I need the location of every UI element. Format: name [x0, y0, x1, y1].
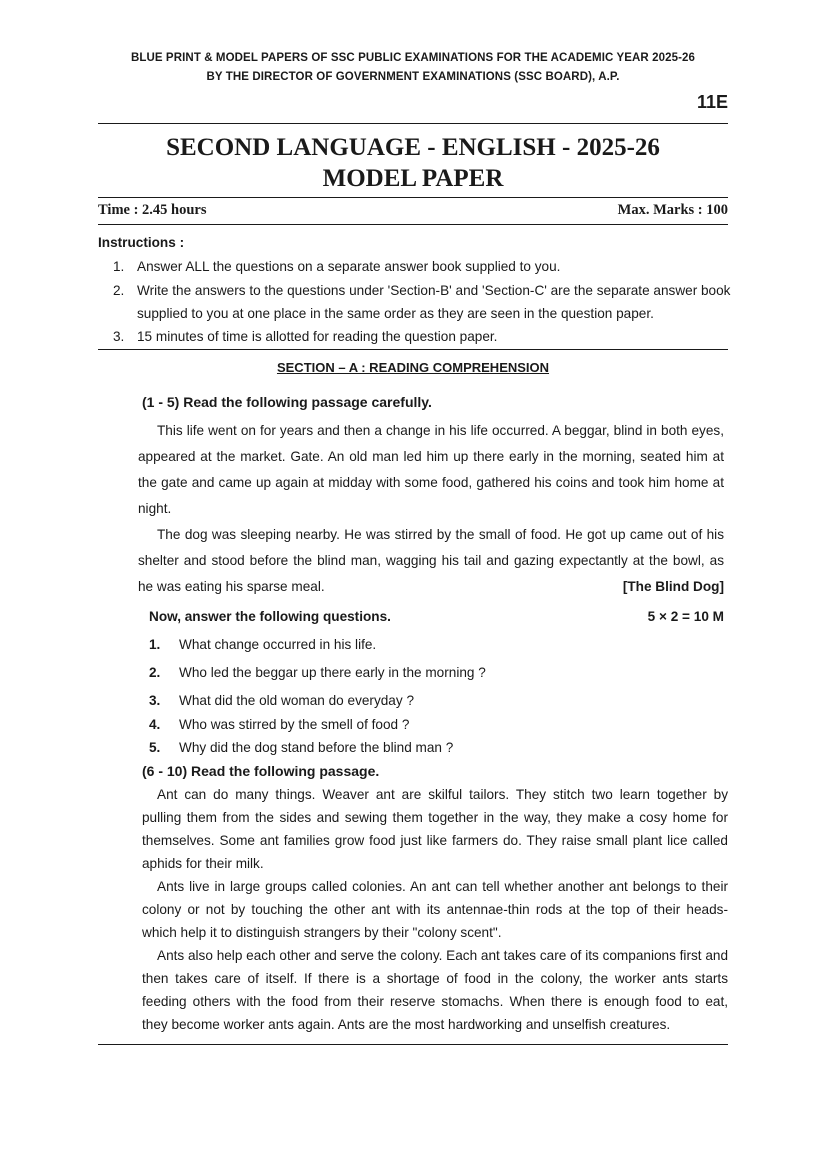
passage-2 — [142, 783, 728, 1036]
marks-allocation: 5 × 2 = 10 M — [647, 609, 724, 624]
passage-line: then takes care of itself. If there is a shortage of food in the colony, the worker ants starts — [142, 971, 728, 986]
question-number: 4. — [149, 717, 161, 732]
instruction-item: Answer ALL the questions on a separate answer book supplied to you. — [137, 259, 561, 274]
passage-line: Ants live in large groups called colonies. An ant can tell whether another ant belongs to their — [157, 879, 728, 894]
question-item — [149, 740, 453, 755]
question-text: Why did the dog stand before the blind man ? — [179, 740, 454, 755]
page-title: SECOND LANGUAGE - ENGLISH - 2025-26 — [166, 134, 660, 161]
instruction-item-number: 3. — [113, 329, 125, 344]
passage-line: the gate and came up again at midday with some food, gathered his coins and took him home at — [138, 475, 724, 490]
passage-line: feeding others with the food from their reserve stomachs. When there is enough food to eat, — [142, 994, 728, 1009]
passage-line: Ants also help each other and serve the colony. Each ant takes care of its companions first and — [157, 948, 729, 963]
passage-1 — [138, 418, 724, 600]
question-item — [149, 637, 376, 652]
header-divider — [98, 123, 728, 124]
question-text: Who led the beggar up there early in the morning ? — [179, 665, 486, 680]
instruction-item-continued: supplied to you at one place in the same order as they are seen in the question paper. — [137, 306, 654, 321]
time-label: Time : 2.45 hours — [98, 202, 207, 218]
header-line-1: BLUE PRINT & MODEL PAPERS OF SSC PUBLIC EXAMINATIONS FOR THE ACADEMIC YEAR 2025-26 — [130, 52, 696, 64]
passage-line: night. — [138, 501, 172, 516]
meta-divider — [98, 224, 728, 225]
passage-line: colony or not by touching the other ant with its antennae-thin rods at the top of their heads- — [142, 902, 728, 917]
instruction-item: Write the answers to the questions under 'Section-B' and 'Section-C' are the separate answer book — [137, 283, 731, 298]
question-number: 3. — [149, 693, 161, 708]
paper-code: 11E — [696, 92, 728, 112]
answer-prompt: Now, answer the following questions. — [149, 609, 391, 624]
passage-line: they become worker ants again. Ants are the most hardworking and unselfish creatures. — [142, 1017, 671, 1032]
passage-line: appeared at the market. Gate. An old man led him up there early in the morning, seated him at — [138, 449, 724, 464]
question-text: What did the old woman do everyday ? — [179, 693, 415, 708]
section-a-heading: SECTION – A : READING COMPREHENSION — [276, 360, 550, 375]
header-line-2: BY THE DIRECTOR OF GOVERNMENT EXAMINATIONS (SSC BOARD), A.P. — [206, 71, 620, 83]
passage-line: This life went on for years and then a change in his life occurred. A beggar, blind in both eyes, — [157, 423, 724, 438]
question-number: 2. — [149, 665, 161, 680]
passage-line: aphids for their milk. — [142, 856, 264, 871]
question-item — [149, 693, 414, 708]
max-marks-label: Max. Marks : 100 — [617, 202, 728, 218]
question-number: 5. — [149, 740, 161, 755]
passage-line: themselves. Some ant families grow food just like farmers do. They raise small plant lice called — [142, 833, 728, 848]
question-text: Who was stirred by the smell of food ? — [179, 717, 410, 732]
title-divider — [98, 197, 728, 198]
question-item — [149, 717, 409, 732]
question-text: What change occurred in his life. — [179, 637, 377, 652]
footer-divider — [98, 1044, 728, 1045]
passage-line: shelter and stood before the blind man, wagging his tail and gazing expectantly at the bowl, as — [138, 553, 724, 568]
passage-line: which help it to distinguish strangers by their "colony scent". — [142, 925, 502, 940]
question-number: 1. — [149, 637, 161, 652]
passage-2-heading: (6 - 10) Read the following passage. — [142, 763, 380, 779]
instructions-divider — [98, 349, 728, 350]
passage-line: pulling them from the sides and sewing them together in the way, they make a cosy home for — [142, 810, 728, 825]
passage-1-heading: (1 - 5) Read the following passage carefully. — [142, 394, 432, 410]
question-item — [149, 665, 486, 680]
instructions-heading: Instructions : — [98, 235, 185, 250]
passage-line: The dog was sleeping nearby. He was stirred by the small of food. He got up came out of his — [157, 527, 724, 542]
passage-source: [The Blind Dog] — [622, 579, 724, 594]
instruction-item: 15 minutes of time is allotted for reading the question paper. — [137, 329, 498, 344]
passage-line: Ant can do many things. Weaver ant are skilful tailors. They stitch two learn together by — [157, 787, 728, 802]
passage-line: he was eating his sparse meal. — [138, 579, 325, 594]
page-subtitle: MODEL PAPER — [322, 165, 504, 192]
instruction-item-number: 2. — [113, 283, 125, 298]
instruction-item-number: 1. — [113, 259, 125, 274]
